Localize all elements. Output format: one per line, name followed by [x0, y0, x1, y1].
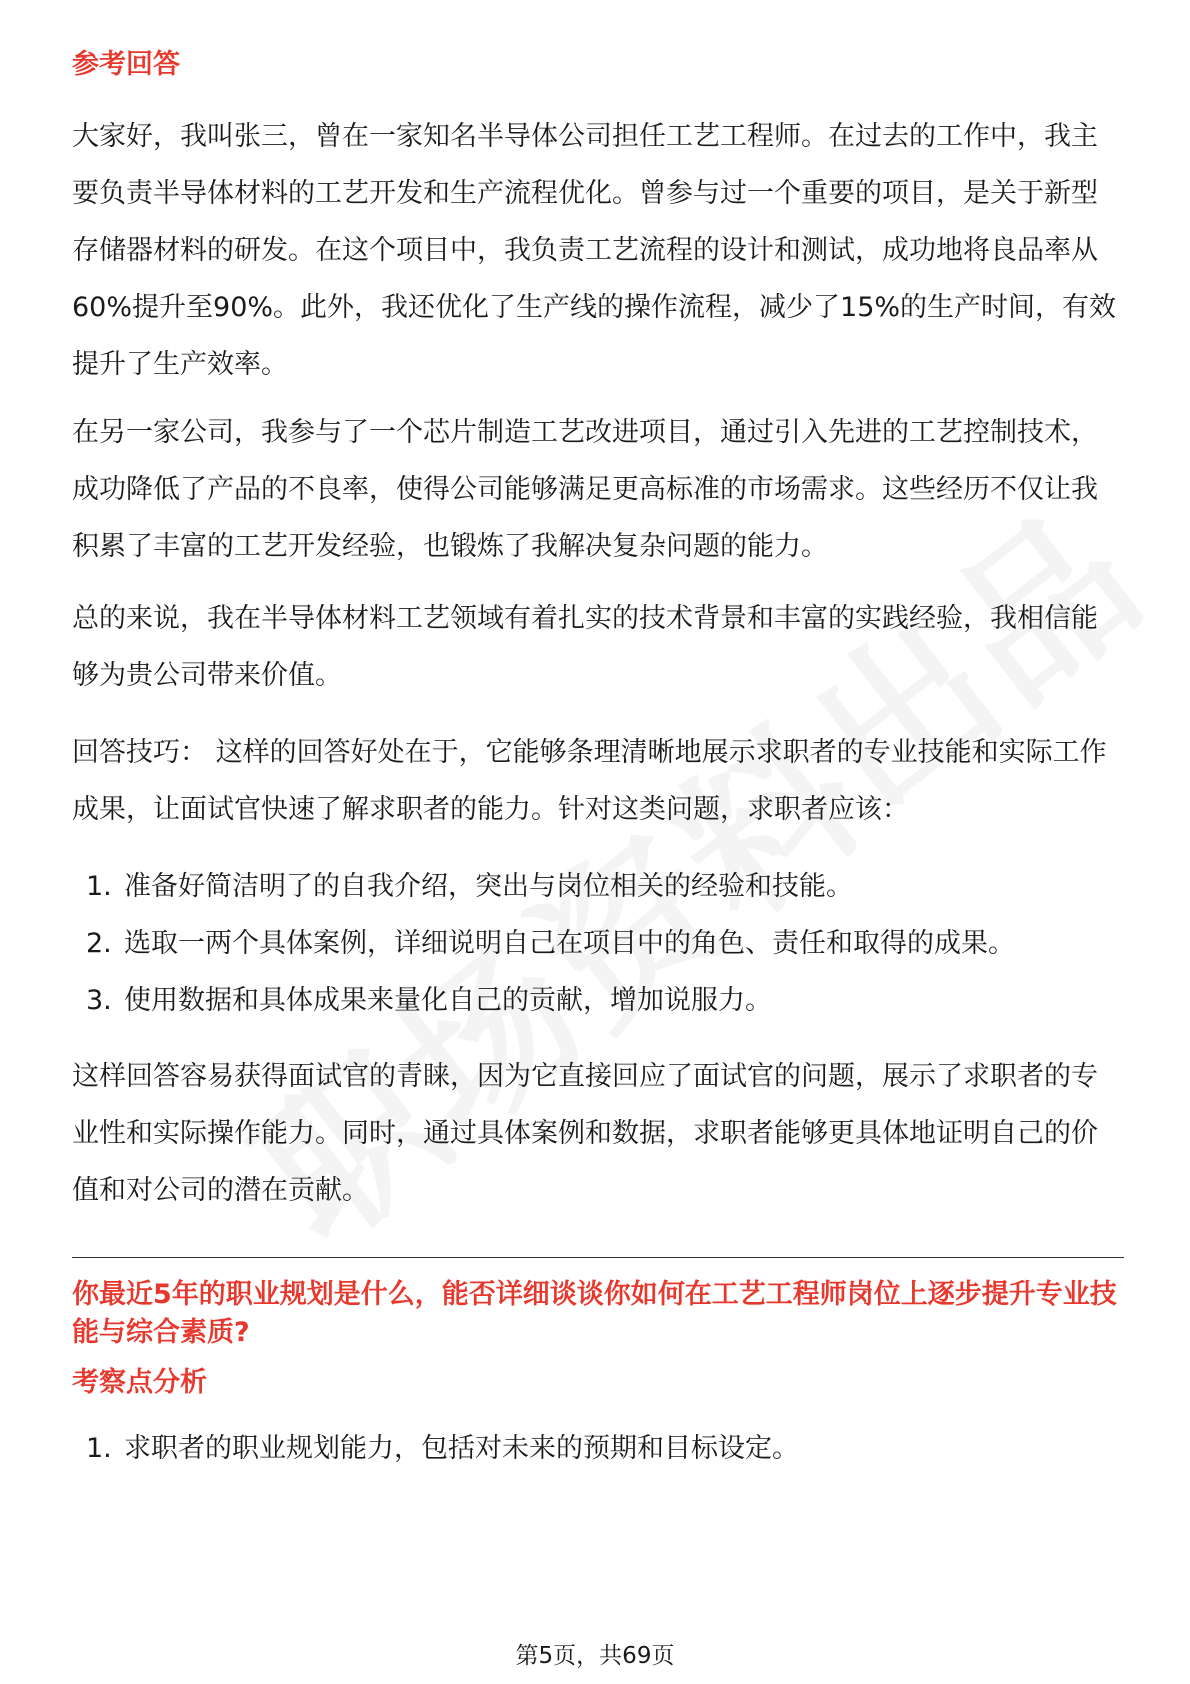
answer-paragraph-1: 大家好，我叫张三，曾在一家知名半导体公司担任工艺工程师。在过去的工作中，我主要负责半导体材料的工艺开发和生产流程优化。曾参与过一个重要的项目，是关于新型存储器材料的研发。在这个项目中，我负责工艺流程的设计和测试，成功地将良品率从60%提升至90%。此外，我还优化了生产线的操作流程，减少了15%的生产时间，有效提升了生产效率。: [72, 121, 1117, 380]
answer-paragraph-5: 这样回答容易获得面试官的青睐，因为它直接回应了面试官的问题，展示了求职者的专业性和实际操作能力。同时，通过具体案例和数据，求职者能够更具体地证明自己的价值和对公司的潜在贡献。: [72, 1061, 1098, 1206]
section-heading-reference-answer: 参考回答: [72, 49, 180, 80]
list-item: 1. 准备好简洁明了的自我介绍，突出与岗位相关的经验和技能。: [86, 871, 853, 902]
list-item: 3. 使用数据和具体成果来量化自己的贡献，增加说服力。: [86, 985, 772, 1016]
answer-paragraph-2: 在另一家公司，我参与了一个芯片制造工艺改进项目，通过引入先进的工艺控制技术，成功降低了产品的不良率，使得公司能够满足更高标准的市场需求。这些经历不仅让我积累了丰富的工艺开发经验，也锻炼了我解决复杂问题的能力。: [72, 417, 1098, 562]
next-question-title: 你最近5年的职业规划是什么，能否详细谈谈你如何在工艺工程师岗位上逐步提升专业技能与综合素质?: [72, 1279, 1117, 1348]
tips-list: [72, 858, 1124, 1029]
section-divider: [72, 1257, 1124, 1258]
answer-paragraph-3: 总的来说，我在半导体材料工艺领域有着扎实的技术背景和丰富的实践经验，我相信能够为贵公司带来价值。: [72, 603, 1098, 691]
list-item: 2. 选取一两个具体案例，详细说明自己在项目中的角色、责任和取得的成果。: [86, 928, 1015, 959]
answer-tips-paragraph: 回答技巧： 这样的回答好处在于，它能够条理清晰地展示求职者的专业技能和实际工作成果，让面试官快速了解求职者的能力。针对这类问题，求职者应该：: [72, 737, 1107, 825]
list-item: 1. 求职者的职业规划能力，包括对未来的预期和目标设定。: [86, 1433, 799, 1464]
section-heading-analysis: 考察点分析: [72, 1367, 207, 1398]
analysis-list: [72, 1420, 1124, 1477]
page-number-footer: 第5页，共69页: [515, 1643, 675, 1669]
